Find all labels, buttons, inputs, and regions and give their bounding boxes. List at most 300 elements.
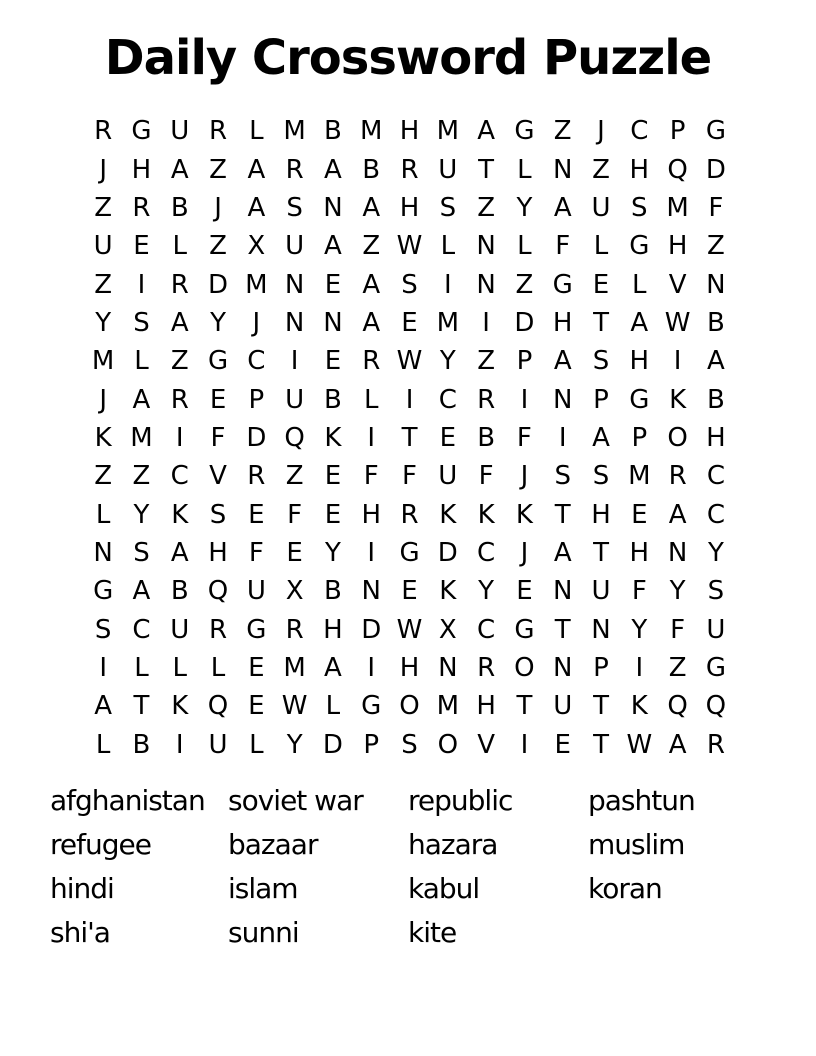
- grid-letter: K: [439, 499, 457, 530]
- grid-letter: C: [132, 614, 151, 645]
- grid-letter: O: [667, 422, 688, 453]
- word-item: afghanistan: [50, 783, 205, 817]
- grid-letter: W: [626, 729, 653, 760]
- grid-letter: T: [516, 691, 533, 722]
- grid-letter: K: [439, 576, 457, 607]
- grid-letter: M: [628, 461, 651, 492]
- grid-letter: Z: [285, 461, 304, 492]
- grid-letter: K: [94, 422, 112, 453]
- grid-letter: H: [131, 154, 152, 185]
- grid-letter: Y: [324, 537, 341, 568]
- grid-letter: G: [246, 614, 267, 645]
- grid-letter: G: [399, 537, 420, 568]
- grid-letter: I: [367, 537, 376, 568]
- grid-letter: H: [361, 499, 381, 530]
- grid-letter: Y: [669, 576, 686, 607]
- grid-letter: C: [477, 614, 496, 645]
- grid-letter: H: [476, 691, 496, 722]
- grid-letter: Z: [477, 346, 496, 377]
- grid-letter: E: [516, 576, 533, 607]
- grid-letter: B: [706, 384, 725, 415]
- grid-letter: B: [170, 576, 189, 607]
- grid-letter: U: [285, 384, 305, 415]
- grid-letter: E: [439, 422, 457, 453]
- grid-letter: R: [94, 116, 113, 147]
- grid-letter: N: [552, 576, 573, 607]
- grid-letter: D: [322, 729, 343, 760]
- grid-letter: Z: [94, 461, 113, 492]
- grid-letter: I: [520, 384, 529, 415]
- grid-letter: M: [436, 691, 460, 722]
- grid-letter: F: [670, 614, 686, 645]
- grid-letter: Z: [553, 116, 572, 147]
- grid-letter: C: [630, 116, 649, 147]
- word-item: koran: [588, 871, 662, 905]
- word-item: hazara: [408, 827, 498, 861]
- grid-letter: P: [363, 729, 380, 760]
- word-item: bazaar: [228, 827, 318, 861]
- word-item: kite: [408, 915, 457, 949]
- grid-letter: H: [667, 231, 688, 262]
- grid-letter: H: [629, 537, 650, 568]
- grid-letter: F: [555, 231, 571, 262]
- grid-letter: J: [99, 384, 107, 415]
- grid-letter: I: [367, 652, 376, 683]
- grid-letter: I: [175, 729, 184, 760]
- word-search-grid: [84, 112, 735, 764]
- grid-letter: B: [706, 307, 725, 338]
- grid-letter: U: [246, 576, 266, 607]
- grid-letter: Z: [94, 269, 113, 300]
- grid-letter: R: [170, 269, 189, 300]
- grid-letter: K: [515, 499, 533, 530]
- grid-letter: K: [477, 499, 495, 530]
- grid-letter: I: [405, 384, 414, 415]
- grid-letter: H: [399, 192, 420, 223]
- grid-letter: G: [93, 576, 114, 607]
- grid-letter: E: [133, 231, 150, 262]
- grid-letter: A: [477, 116, 496, 147]
- grid-letter: F: [287, 499, 303, 530]
- grid-letter: P: [593, 652, 609, 683]
- grid-letter: L: [249, 116, 264, 147]
- grid-letter: U: [591, 576, 611, 607]
- grid-letter: W: [396, 346, 423, 377]
- grid-letter: I: [175, 422, 184, 453]
- grid-letter: X: [247, 231, 266, 262]
- word-item: republic: [408, 783, 513, 817]
- grid-letter: P: [631, 422, 648, 453]
- grid-letter: E: [631, 499, 648, 530]
- grid-letter: G: [705, 652, 726, 683]
- grid-letter: Y: [286, 729, 303, 760]
- grid-letter: E: [209, 384, 227, 415]
- page-title: Daily Crossword Puzzle: [104, 30, 712, 86]
- grid-letter: K: [630, 691, 648, 722]
- grid-letter: B: [324, 576, 342, 607]
- grid-letter: K: [171, 499, 189, 530]
- grid-letter: U: [208, 729, 228, 760]
- grid-letter: U: [553, 691, 573, 722]
- grid-letter: H: [706, 422, 726, 453]
- grid-letter: I: [520, 729, 529, 760]
- grid-letter: T: [593, 537, 609, 568]
- grid-letter: I: [137, 269, 146, 300]
- grid-letter: K: [324, 422, 342, 453]
- grid-letter: Z: [170, 346, 189, 377]
- word-item: kabul: [408, 871, 480, 905]
- grid-letter: J: [99, 154, 107, 185]
- grid-letter: E: [401, 307, 418, 338]
- grid-letter: A: [553, 537, 572, 568]
- grid-letter: R: [400, 499, 419, 530]
- grid-letter: U: [438, 461, 458, 492]
- grid-letter: V: [209, 461, 227, 492]
- grid-letter: L: [325, 691, 341, 722]
- grid-letter: L: [517, 154, 532, 185]
- grid-letter: T: [554, 614, 571, 645]
- grid-letter: U: [438, 154, 458, 185]
- grid-letter: T: [593, 691, 609, 722]
- grid-letter: E: [248, 691, 265, 722]
- grid-letter: H: [552, 307, 573, 338]
- grid-letter: A: [247, 154, 266, 185]
- grid-letter: W: [396, 231, 423, 262]
- grid-letter: A: [668, 499, 687, 530]
- grid-letter: A: [707, 346, 725, 377]
- grid-letter: Y: [707, 537, 724, 568]
- grid-letter: Y: [631, 614, 648, 645]
- grid-letter: F: [516, 422, 532, 453]
- grid-letter: E: [286, 537, 303, 568]
- grid-letter: A: [94, 691, 113, 722]
- grid-letter: A: [132, 384, 151, 415]
- grid-letter: N: [323, 192, 343, 223]
- grid-letter: A: [362, 192, 381, 223]
- grid-letter: C: [706, 499, 725, 530]
- grid-letter: Q: [207, 691, 229, 722]
- grid-letter: M: [360, 116, 383, 147]
- grid-letter: T: [401, 422, 418, 453]
- grid-letter: N: [323, 307, 343, 338]
- grid-letter: Y: [439, 346, 456, 377]
- grid-letter: P: [669, 116, 686, 147]
- grid-letter: T: [478, 154, 495, 185]
- grid-letter: E: [248, 499, 265, 530]
- grid-letter: L: [134, 652, 149, 683]
- grid-letter: R: [285, 154, 304, 185]
- grid-letter: N: [706, 269, 726, 300]
- grid-letter: I: [482, 307, 490, 338]
- grid-letter: C: [170, 461, 189, 492]
- grid-letter: I: [290, 346, 299, 377]
- grid-letter: F: [478, 461, 494, 492]
- grid-letter: Z: [209, 231, 227, 262]
- grid-letter: B: [477, 422, 496, 453]
- grid-letter: I: [558, 422, 567, 453]
- word-item: shi'a: [50, 915, 110, 949]
- grid-letter: J: [520, 461, 529, 492]
- word-list: [50, 778, 695, 954]
- grid-letter: L: [632, 269, 647, 300]
- grid-letter: E: [324, 499, 342, 530]
- grid-letter: L: [593, 231, 609, 262]
- grid-letter: L: [95, 729, 111, 760]
- grid-letter: M: [283, 116, 306, 147]
- word-item: hindi: [50, 871, 114, 905]
- grid-letter: L: [172, 652, 187, 683]
- grid-letter: J: [597, 116, 605, 147]
- grid-letter: N: [361, 576, 381, 607]
- grid-letter: D: [437, 537, 458, 568]
- grid-letter: A: [362, 307, 381, 338]
- grid-letter: A: [247, 192, 266, 223]
- grid-letter: I: [635, 652, 644, 683]
- grid-letter: W: [396, 614, 423, 645]
- grid-letter: L: [249, 729, 264, 760]
- grid-letter: A: [553, 346, 572, 377]
- grid-letter: K: [669, 384, 687, 415]
- grid-letter: E: [592, 269, 610, 300]
- word-item: islam: [228, 871, 298, 905]
- grid-letter: M: [666, 192, 689, 223]
- grid-letter: B: [324, 116, 342, 147]
- grid-letter: M: [283, 652, 306, 683]
- grid-letter: R: [668, 461, 687, 492]
- grid-letter: M: [130, 422, 153, 453]
- grid-letter: F: [248, 537, 264, 568]
- grid-letter: Y: [210, 307, 226, 338]
- grid-letter: G: [361, 691, 382, 722]
- grid-letter: I: [673, 346, 682, 377]
- grid-letter: T: [593, 729, 609, 760]
- grid-letter: Z: [94, 192, 113, 223]
- grid-letter: C: [706, 461, 725, 492]
- grid-letter: M: [436, 116, 460, 147]
- grid-letter: F: [631, 576, 647, 607]
- grid-letter: B: [324, 384, 342, 415]
- grid-letter: A: [362, 269, 381, 300]
- grid-letter: U: [591, 192, 611, 223]
- grid-letter: U: [706, 614, 726, 645]
- grid-letter: I: [443, 269, 452, 300]
- grid-letter: V: [477, 729, 496, 760]
- grid-letter: R: [477, 384, 496, 415]
- grid-letter: S: [209, 499, 227, 530]
- grid-letter: Q: [284, 422, 305, 453]
- grid-letter: U: [285, 231, 305, 262]
- grid-letter: G: [514, 116, 535, 147]
- grid-letter: F: [708, 192, 724, 223]
- grid-letter: X: [285, 576, 304, 607]
- grid-letter: S: [133, 537, 150, 568]
- grid-letter: E: [324, 269, 342, 300]
- grid-letter: B: [170, 192, 189, 223]
- grid-letter: R: [285, 614, 304, 645]
- grid-letter: M: [245, 269, 268, 300]
- grid-letter: Z: [209, 154, 227, 185]
- grid-letter: N: [552, 154, 573, 185]
- grid-letter: F: [402, 461, 417, 492]
- grid-letter: G: [705, 116, 726, 147]
- grid-letter: G: [514, 614, 535, 645]
- grid-letter: H: [208, 537, 228, 568]
- grid-letter: T: [133, 691, 150, 722]
- grid-letter: Y: [95, 307, 112, 338]
- grid-letter: G: [131, 116, 152, 147]
- grid-letter: R: [477, 652, 496, 683]
- grid-letter: Z: [706, 231, 725, 262]
- grid-letter: N: [476, 231, 496, 262]
- grid-letter: S: [631, 192, 648, 223]
- grid-letter: M: [436, 307, 460, 338]
- grid-letter: I: [367, 422, 376, 453]
- grid-letter: I: [99, 652, 107, 683]
- grid-letter: V: [668, 269, 687, 300]
- grid-letter: R: [132, 192, 151, 223]
- grid-letter: L: [517, 231, 532, 262]
- grid-letter: H: [591, 499, 611, 530]
- word-item: muslim: [588, 827, 685, 861]
- grid-letter: N: [93, 537, 113, 568]
- grid-letter: Z: [668, 652, 687, 683]
- grid-letter: G: [552, 269, 573, 300]
- grid-letter: B: [132, 729, 151, 760]
- grid-letter: R: [706, 729, 725, 760]
- grid-letter: A: [170, 154, 189, 185]
- grid-letter: G: [629, 384, 650, 415]
- grid-letter: R: [362, 346, 381, 377]
- grid-letter: L: [210, 652, 226, 683]
- grid-letter: O: [514, 652, 535, 683]
- grid-letter: A: [132, 576, 151, 607]
- word-item: pashtun: [588, 783, 695, 817]
- grid-letter: D: [361, 614, 382, 645]
- grid-letter: A: [668, 729, 687, 760]
- grid-letter: R: [170, 384, 189, 415]
- grid-letter: H: [399, 652, 420, 683]
- grid-letter: U: [170, 614, 190, 645]
- grid-letter: Y: [516, 192, 533, 223]
- grid-letter: Y: [133, 499, 150, 530]
- grid-letter: D: [705, 154, 726, 185]
- grid-letter: E: [324, 346, 342, 377]
- grid-letter: S: [133, 307, 150, 338]
- grid-letter: O: [437, 729, 459, 760]
- grid-letter: H: [399, 116, 420, 147]
- grid-letter: A: [170, 537, 189, 568]
- grid-letter: N: [438, 652, 458, 683]
- grid-letter: F: [210, 422, 226, 453]
- grid-letter: L: [95, 499, 111, 530]
- grid-letter: U: [93, 231, 113, 262]
- grid-letter: S: [94, 614, 112, 645]
- grid-letter: P: [593, 384, 609, 415]
- grid-letter: N: [284, 269, 305, 300]
- grid-letter: S: [554, 461, 571, 492]
- grid-letter: A: [592, 422, 610, 453]
- grid-letter: S: [592, 346, 610, 377]
- grid-letter: L: [440, 231, 456, 262]
- grid-letter: S: [592, 461, 610, 492]
- grid-letter: T: [554, 499, 571, 530]
- grid-letter: Y: [478, 576, 495, 607]
- grid-letter: Z: [132, 461, 151, 492]
- grid-letter: L: [363, 384, 379, 415]
- word-item: sunni: [228, 915, 299, 949]
- grid-letter: G: [207, 346, 229, 377]
- grid-letter: K: [171, 691, 189, 722]
- grid-letter: J: [214, 192, 222, 223]
- grid-letter: N: [667, 537, 688, 568]
- grid-letter: Q: [705, 691, 727, 722]
- grid-letter: S: [707, 576, 725, 607]
- grid-letter: P: [248, 384, 265, 415]
- grid-letter: U: [170, 116, 190, 147]
- grid-letter: C: [247, 346, 266, 377]
- grid-letter: J: [252, 307, 261, 338]
- grid-letter: R: [209, 614, 228, 645]
- grid-letter: H: [323, 614, 343, 645]
- grid-letter: N: [552, 384, 573, 415]
- grid-letter: B: [362, 154, 381, 185]
- word-item: refugee: [50, 827, 151, 861]
- grid-letter: A: [170, 307, 189, 338]
- grid-letter: Z: [515, 269, 534, 300]
- grid-letter: J: [520, 537, 529, 568]
- grid-letter: D: [208, 269, 229, 300]
- grid-letter: A: [324, 652, 342, 683]
- grid-letter: S: [439, 192, 457, 223]
- grid-letter: W: [281, 691, 308, 722]
- grid-letter: Q: [667, 691, 688, 722]
- grid-letter: L: [172, 231, 187, 262]
- grid-letter: F: [363, 461, 379, 492]
- grid-letter: Z: [592, 154, 610, 185]
- grid-letter: H: [629, 346, 650, 377]
- grid-letter: C: [438, 384, 457, 415]
- grid-letter: D: [514, 307, 535, 338]
- grid-letter: Z: [362, 231, 381, 262]
- grid-letter: R: [247, 461, 266, 492]
- grid-letter: X: [438, 614, 457, 645]
- word-item: soviet war: [228, 783, 363, 817]
- grid-letter: H: [629, 154, 650, 185]
- grid-letter: A: [324, 154, 342, 185]
- grid-letter: D: [246, 422, 267, 453]
- grid-letter: M: [91, 346, 115, 377]
- grid-letter: W: [664, 307, 691, 338]
- grid-letter: C: [477, 537, 496, 568]
- grid-letter: N: [476, 269, 496, 300]
- grid-letter: E: [324, 461, 342, 492]
- grid-letter: S: [401, 729, 418, 760]
- grid-letter: E: [248, 652, 265, 683]
- grid-letter: N: [591, 614, 611, 645]
- grid-letter: T: [593, 307, 609, 338]
- grid-letter: A: [630, 307, 649, 338]
- grid-letter: Q: [667, 154, 688, 185]
- grid-letter: E: [554, 729, 571, 760]
- grid-letter: S: [286, 192, 303, 223]
- grid-letter: N: [284, 307, 305, 338]
- grid-letter: G: [629, 231, 650, 262]
- grid-letter: L: [134, 346, 149, 377]
- grid-letter: R: [209, 116, 228, 147]
- grid-letter: Z: [477, 192, 496, 223]
- grid-letter: R: [400, 154, 419, 185]
- grid-letter: P: [516, 346, 533, 377]
